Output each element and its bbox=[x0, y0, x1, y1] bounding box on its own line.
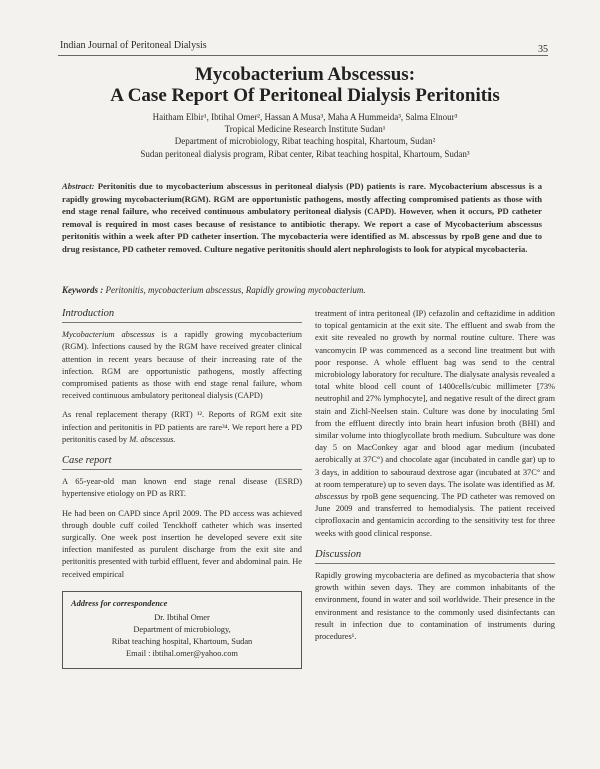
intro-p1-text: is a rapidly growing mycobacterium (RGM). Infections caused by the RGM have received greater clinical attention in recent years because of their increasing rate of the infection. RGM are opportunistic pathogens, mostly affecting compromised patients as those with end stage renal failure, whom received continuous ambulatory peritoneal dialysis (CAPD) bbox=[62, 330, 303, 401]
journal-name: Indian Journal of Peritoneal Dialysis bbox=[60, 40, 207, 51]
keywords bbox=[62, 285, 542, 295]
case-cont-text-2: by rpoB gene sequencing. The PD catheter was removed on June 2009 and transferred to hemodialysis. The patient received ciprofloxacin and gentamicin according to the sensitivity test for three weeks with good clinical response. bbox=[315, 492, 555, 538]
case-paragraph-1: A 65-year-old man known end stage renal disease (ESRD) hypertensive etiology on PD as RRT. bbox=[62, 477, 302, 499]
correspondence-heading: Address for correspondence bbox=[71, 598, 168, 608]
paper-title-line1: Mycobacterium Abscessus: bbox=[194, 64, 416, 85]
header-rule bbox=[58, 55, 548, 56]
right-column bbox=[315, 300, 555, 650]
intro-paragraph-1 bbox=[62, 329, 302, 402]
author-list: Haitham Elbir¹, Ibtihal Omer², Hassan A Musa³, Maha A Hummeida³, Salma Elnour³ bbox=[152, 112, 458, 122]
affiliation-3: Sudan peritoneal dialysis program, Ribat center, Ribat teaching hospital, Khartoum, Sudan³ bbox=[140, 149, 470, 159]
affiliation-2: Department of microbiology, Ribat teaching hospital, Khartoum, Sudan² bbox=[174, 136, 436, 146]
case-species: M. abscessus bbox=[315, 479, 555, 502]
intro-p2-species: M. abscessus. bbox=[129, 434, 176, 444]
keywords-value: Peritonitis, mycobacterium abscessus, Rapidly growing mycobacterium. bbox=[105, 285, 366, 295]
paper-title-line2: A Case Report Of Peritoneal Dialysis Peritonitis bbox=[110, 85, 500, 106]
abstract-label: Abstract: bbox=[62, 181, 95, 191]
case-cont-text: treatment of intra peritoneal (IP) cefazolin and ceftazidime in addition to topical gentamicin at the exit site. The effluent and swab from the exit site revealed no growth by normal routine culture. There was vancomycin IP was commenced as a second line treatment but with poor response. A whole effluent bag was send to the central microbiology laboratory for reculture. The dialysate analysis revealed a total white blood cell count of 1400cells/cubic millimeter [73% neutrophil and 27% lymphocyte], and negative result of the direct gram stain and Zichl-Neelsen stain. Culture was done by inoculating 5ml from the effluent directly into brain heart infusion broth (BHI) and similar volume into thioglycollate broth medium. Subculture was done day 5 on MacConkey agar and blood agar medium (incubated aerobically at 37C°) and chocolate agar (incubated in candle gar) up to 3 days, in addition to sabouraud dextrose agar (incubated at 37C° and at room temperature) up to seven days. The isolate was identified as bbox=[315, 309, 555, 489]
case-report-heading: Case report bbox=[62, 453, 302, 470]
affiliation-1: Tropical Medicine Research Institute Sudan¹ bbox=[224, 124, 386, 134]
corr-name: Dr. Ibtihal Omer bbox=[154, 612, 210, 622]
intro-species: Mycobacterium abscessus bbox=[62, 330, 155, 340]
corr-email: Email : ibtihal.omer@yahoo.com bbox=[126, 648, 238, 658]
intro-p2-text: As renal replacement therapy (RRT) ¹². Reports of RGM exit site infection and peritonitis in PD patients are rare³⁴. We report here a PD peritonitis cased by bbox=[62, 410, 302, 444]
keywords-label: Keywords : bbox=[62, 285, 104, 295]
corr-dept: Department of microbiology, bbox=[133, 624, 231, 634]
case-continued-paragraph bbox=[315, 308, 555, 540]
corr-hospital: Ribat teaching hospital, Khartoum, Sudan bbox=[111, 636, 253, 646]
correspondence-box bbox=[62, 591, 302, 669]
left-column bbox=[62, 300, 302, 669]
case-paragraph-2: He had been on CAPD since April 2009. The PD access was achieved through double cuff coiled Tenckhoff catheter which was inserted surgically. One week post insertion he developed severe exit site infection manifested as purulent discharge from the exit site and peritonitis presented with turbid effluent, fever and abdominal pain. He received empirical bbox=[62, 508, 302, 579]
intro-paragraph-2 bbox=[62, 409, 302, 446]
abstract bbox=[62, 180, 542, 255]
abstract-text: Peritonitis due to mycobacterium abscessus in peritoneal dialysis (PD) patients is rare. Mycobacterium abscessus is a rapidly growing mycobacterium(RGM). RGM are opportunistic pathogens, mostly affecting compromised patients as those with end stage renal failure, who received continuous ambulatory peritoneal dialysis (CAPD). However, when it occurs, PD catheter removal is required in most cases because of resistance to antibiotic therapy. We report a case of Mycobacterium abscessus peritonitis within a week after PD catheter insertion. The mycobacteria were identified as M. abscessus by rpoB gene and due to drug resistance, PD catheter removed. Culture negative peritonitis should alert nephrologists to look for atypical mycobacteria. bbox=[62, 181, 542, 254]
discussion-paragraph-1: Rapidly growing mycobacteria are defined as mycobacteria that show growth within seven days. They are common inhabitants of the environment, found in water and soil worldwide. Their presence in the environment and resistance to the commonly used disinfectants can result in infection due to contamination of instruments during procedures¹. bbox=[315, 571, 555, 642]
introduction-heading: Introduction bbox=[62, 306, 302, 323]
discussion-heading: Discussion bbox=[315, 547, 555, 564]
page-number: 35 bbox=[538, 44, 548, 55]
